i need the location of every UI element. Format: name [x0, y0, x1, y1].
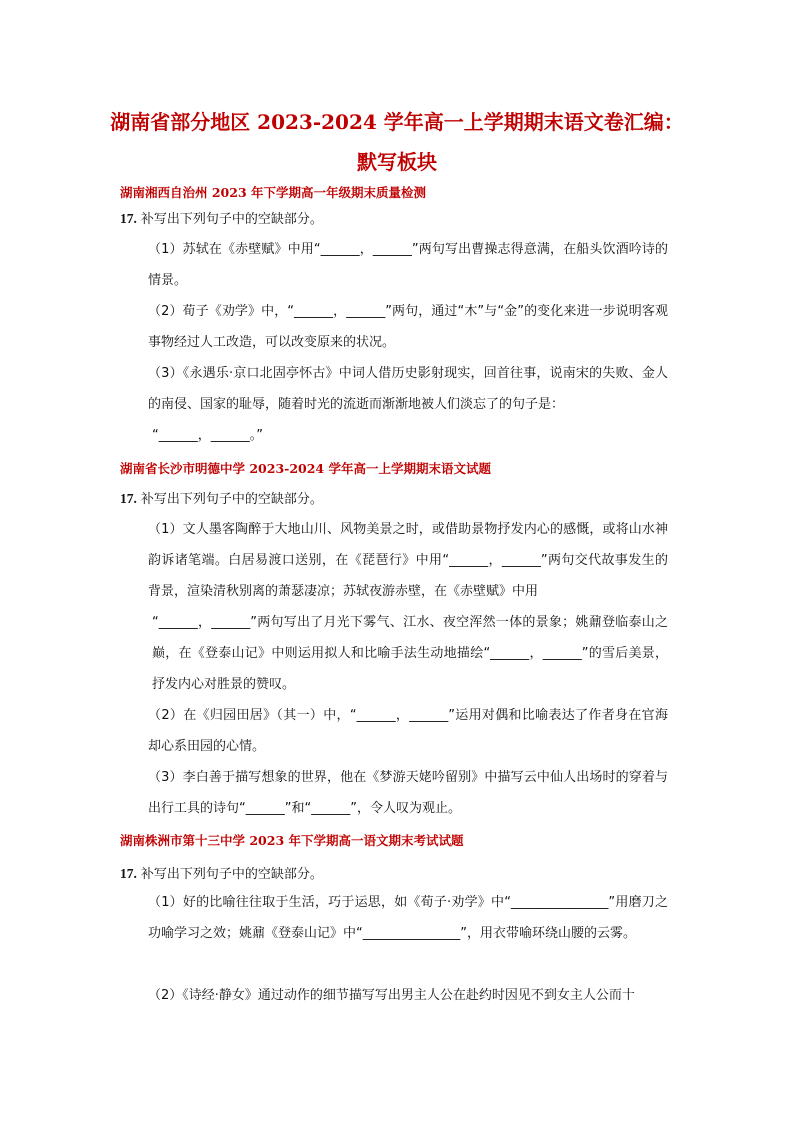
question-item: （3）李白善于描写想象的世界，他在《梦游天姥吟留别》中描写云中仙人出场时的穿着与出行工具的诗句“______”和“______”，令人叹为观止。	[148, 770, 668, 816]
document-title-line2: 默写板块	[357, 150, 437, 174]
question-item: “______，______。”	[152, 428, 263, 443]
question-number: 17.	[120, 866, 137, 881]
section-heading: 湖南省长沙市明德中学 2023-2024 学年高一上学期期末语文试题	[120, 461, 491, 476]
document-title-line1: 湖南省部分地区 2023-2024 学年高一上学期期末语文卷汇编：	[110, 110, 684, 134]
question-instruction: 补写出下列句子中的空缺部分。	[140, 867, 323, 882]
question-line	[120, 208, 323, 227]
question-item: （1）苏轼在《赤壁赋》中用“______，______”两句写出曹操志得意满，在船头饮酒吟诗的情景。	[148, 242, 668, 288]
question-item: （2）荀子《劝学》中，“______，______”两句，通过“木”与“金”的变化来进一步说明客观事物经过人工改造，可以改变原来的状况。	[148, 304, 668, 350]
question-item: （2）在《归园田居》（其一）中，“______，______”运用对偶和比喻表达了作者身在官海却心系田园的心情。	[148, 708, 668, 754]
question-number: 17.	[120, 491, 137, 506]
question-item: （3）《永遇乐·京口北固亭怀古》中词人借历史影射现实，回首往事，说南宋的失败、金人的南侵、国家的耻辱，随着时光的流逝而渐渐地被人们淡忘了的句子是：	[148, 366, 668, 412]
question-item: （2）《诗经·静女》通过动作的细节描写写出男主人公在赴约时因见不到女主人公而十	[148, 988, 635, 1003]
question-line	[120, 488, 323, 507]
question-line	[120, 863, 323, 882]
section-heading: 湖南株洲市第十三中学 2023 年下学期高一语文期末考试试题	[120, 833, 464, 848]
question-number: 17.	[120, 211, 137, 226]
question-item: （1）好的比喻往往取于生活，巧于运思，如《荀子·劝学》中“_______________”用磨刀之功喻学习之效；姚鼐《登泰山记》中“_______________”，用衣带喻环绕山腰的云雾。	[148, 895, 668, 941]
section-heading: 湖南湘西自治州 2023 年下学期高一年级期末质量检测	[120, 185, 426, 200]
question-item: “______，______”两句写出了月光下雾气、江水、夜空浑然一体的景象；姚鼐登临泰山之巅，在《登泰山记》中则运用拟人和比喻手法生动地描绘“______，______”的雪后美景，抒发内心对胜景的赞叹。	[152, 615, 668, 692]
question-item: （1）文人墨客陶醉于大地山川、风物美景之时，或借助景物抒发内心的感慨，或将山水神韵诉诸笔端。白居易渡口送别，在《琵琶行》中用“______，______”两句交代故事发生的背景，渲染清秋别离的萧瑟凄凉；苏轼夜游赤壁，在《赤壁赋》中用	[148, 522, 668, 599]
question-instruction: 补写出下列句子中的空缺部分。	[140, 212, 323, 227]
question-instruction: 补写出下列句子中的空缺部分。	[140, 492, 323, 507]
